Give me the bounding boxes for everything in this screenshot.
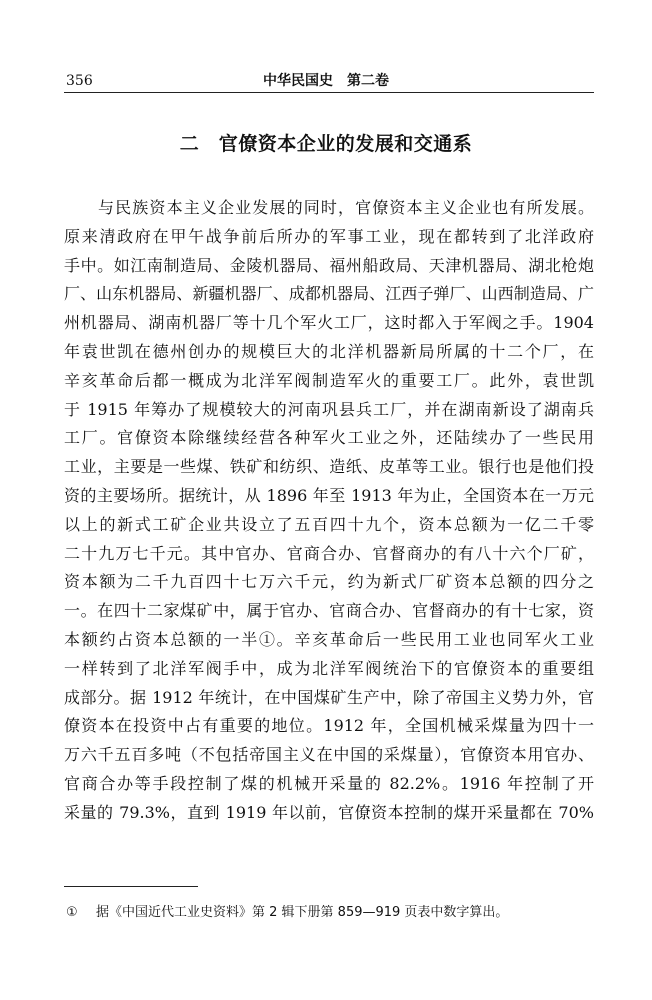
body-line: 辛亥革命后都一概成为北洋军阀制造军火的重要工厂。此外，袁世凯 [64,370,594,390]
body-line: 与民族资本主义企业发展的同时，官僚资本主义企业也有所发展。 [98,198,594,217]
footnote-marker: ① [66,905,78,920]
body-line: 原来清政府在甲午战争前后所办的军事工业，现在都转到了北洋政府 [64,226,594,246]
body-line: 本额约占资本总额的一半①。辛亥革命后一些民用工业也同军火工业 [64,629,594,649]
running-head-title: 中华民国史 第二卷 [263,73,389,89]
body-line: 采量的 79.3%，直到 1919 年以前，官僚资本控制的煤开采量都在 70% [64,802,594,822]
page-number: 356 [66,73,93,89]
body-line: 成部分。据 1912 年统计，在中国煤矿生产中，除了帝国主义势力外，官 [64,687,594,707]
body-line: 于 1915 年筹办了规模较大的河南巩县兵工厂，并在湖南新设了湖南兵 [64,399,594,419]
body-line: 资本额为二千九百四十七万六千元，约为新式厂矿资本总额的四分之 [64,572,594,592]
footnote-rule [64,886,198,887]
footnote [66,904,596,922]
body-line: 年袁世凯在德州创办的规模巨大的北洋机器新局所属的十二个厂，在 [64,341,594,361]
body-line: 一样转到了北洋军阀手中，成为北洋军阀统治下的官僚资本的重要组 [64,658,594,678]
body-line: 手中。如江南制造局、金陵机器局、福州船政局、天津机器局、湖北枪炮 [64,255,594,275]
body-line: 一。在四十二家煤矿中，属于官办、官商合办、官督商办的有十七家，资 [64,601,594,621]
body-text [64,194,594,828]
header-rule [64,92,594,93]
body-line: 资的主要场所。据统计，从 1896 年至 1913 年为止，全国资本在一万元 [64,485,594,505]
footnote-text: 据《中国近代工业史资料》第 2 辑下册第 859—919 页表中数字算出。 [96,905,509,920]
body-line: 二十九万七千元。其中官办、官商合办、官督商办的有八十六个厂矿， [64,543,594,563]
body-line: 官商合办等手段控制了煤的机械开采量的 82.2%。1916 年控制了开 [64,773,594,793]
section-heading: 二 官僚资本企业的发展和交通系 [179,133,473,155]
body-line: 工业，主要是一些煤、铁矿和纺织、造纸、皮革等工业。银行也是他们投 [64,457,594,477]
body-line: 僚资本在投资中占有重要的地位。1912 年，全国机械采煤量为四十一 [64,716,594,736]
body-line: 工厂。官僚资本除继续经营各种军火工业之外，还陆续办了一些民用 [64,428,594,448]
body-line: 万六千五百多吨（不包括帝国主义在中国的采煤量），官僚资本用官办、 [64,745,594,765]
body-line: 州机器局、湖南机器厂等十几个军火工厂，这时都入于军阀之手。1904 [64,313,594,333]
body-line: 厂、山东机器局、新疆机器厂、成都机器局、江西子弹厂、山西制造局、广 [64,284,594,304]
body-line: 以上的新式工矿企业共设立了五百四十九个，资本总额为一亿二千零 [64,514,594,534]
